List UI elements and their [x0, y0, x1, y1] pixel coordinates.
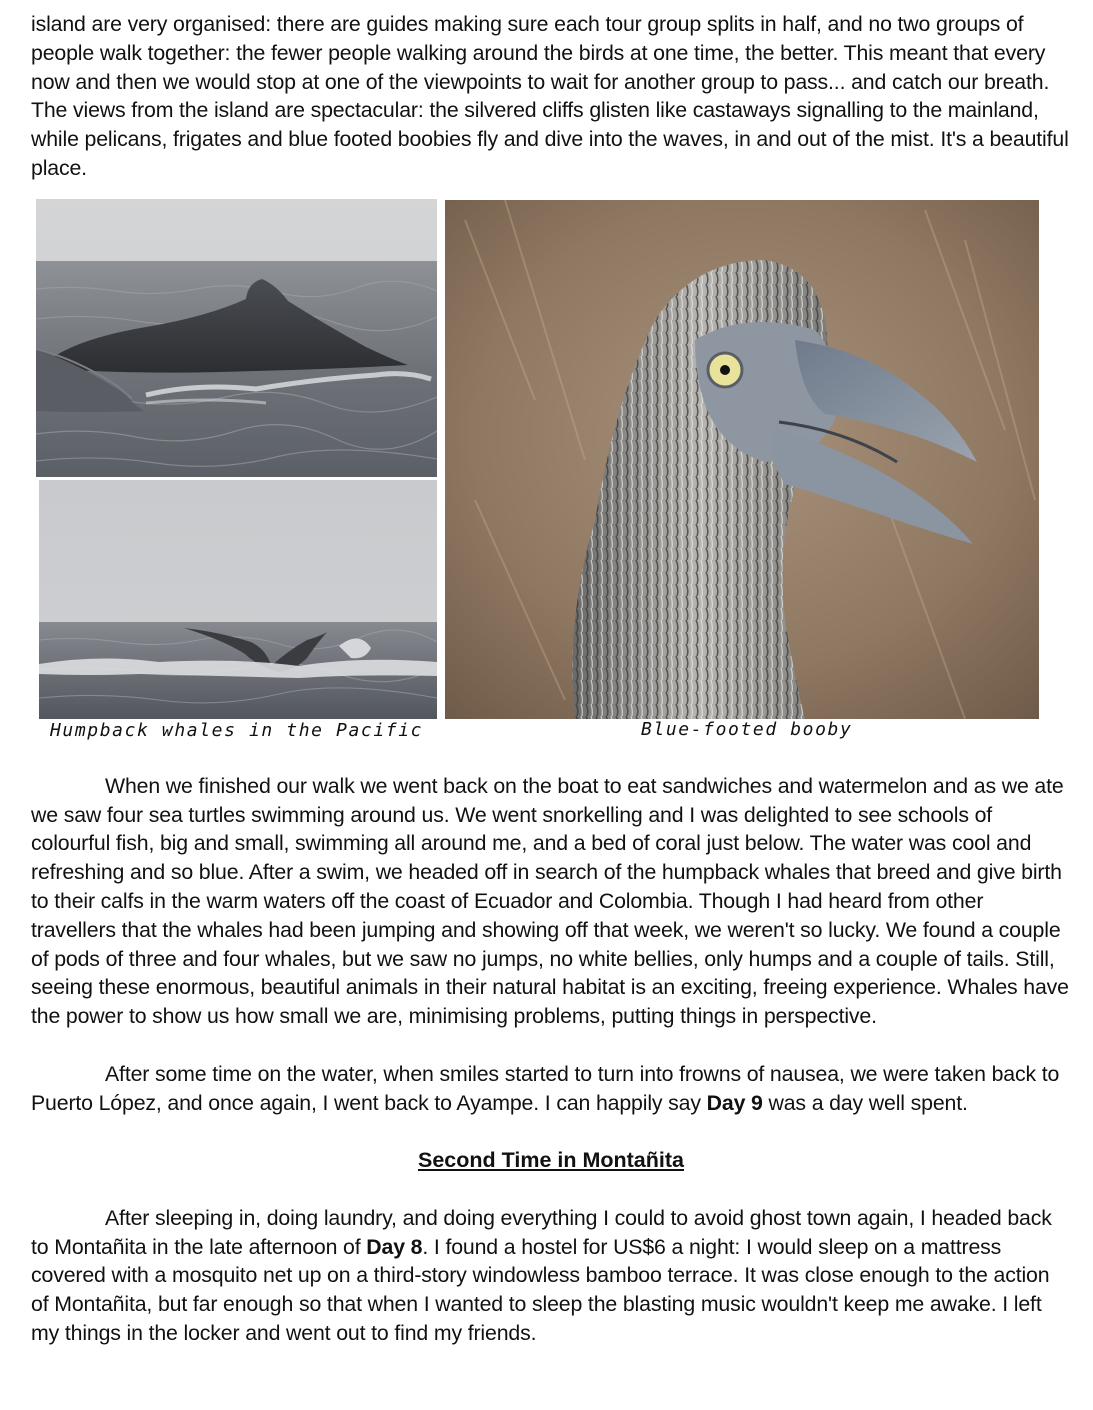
- return-text-after: was a day well spent.: [762, 1090, 968, 1115]
- booby-caption: Blue-footed booby: [641, 718, 853, 740]
- day-9-label: Day 9: [706, 1090, 763, 1115]
- whale-tail-photo: [39, 480, 437, 719]
- boat-paragraph: When we finished our walk we went back on the boat to eat sandwiches and watermelon and as we ate we saw four sea turtles swimming around us. We went snorkelling and I was delighted to see schools of colourful fish, big and small, swimming all around me, and a bed of coral just below. The water was cool and refreshing and so blue. After a swim, we headed off in search of the humpback whales that breed and give birth to their calfs in the warm waters off the coast of Ecuador and Colombia. Though I had heard from other travellers that the whales had been jumping and showing off that week, we weren't so lucky. We found a couple of pods of three and four whales, but we saw no jumps, no white bellies, only humps and a couple of tails. Still, seeing these enormous, beautiful animals in their natural habitat is an exciting, freeing experience. Whales have the power to show us how small we are, minimising problems, putting things in perspective.: [31, 773, 1069, 1029]
- return-paragraph: [31, 1060, 1071, 1118]
- document-page: [31, 10, 1071, 1348]
- intro-paragraph: island are very organised: there are guides making sure each tour group splits in half, and no two groups of people walk together: the fewer people walking around the birds at one time, the better. This meant that every now and then we would stop at one of the viewpoints to wait for another group to pass... and catch our breath. The views from the island are spectacular: the silvered cliffs glisten like castaways signalling to the mainland, while pelicans, frigates and blue footed boobies fly and dive into the waves, in and out of the mist. It's a beautiful place.: [31, 12, 1069, 180]
- whale-dorsal-photo: [36, 199, 437, 477]
- montanita-text-before: After sleeping in, doing laundry, and doing everything I could to avoid ghost town again, I headed back to Montañita in the late afternoon of: [31, 1205, 1052, 1259]
- whales-caption: Humpback whales in the Pacific: [50, 719, 424, 741]
- paragraph-spacer: [31, 1175, 1071, 1204]
- return-text-before: After some time on the water, when smiles started to turn into frowns of nausea, we were taken back to Puerto López, and once again, I went back to Ayampe. I can happily say: [31, 1061, 1060, 1115]
- day-8-label: Day 8: [366, 1234, 423, 1259]
- blue-footed-booby-photo: [445, 200, 1039, 719]
- montanita-paragraph: [31, 1204, 1071, 1348]
- paragraph-spacer: [31, 1117, 1071, 1146]
- paragraph-spacer: [31, 1031, 1071, 1060]
- section-heading: Second Time in Montañita: [418, 1148, 684, 1173]
- photo-figures: [31, 199, 1071, 759]
- montanita-text-after: . I found a hostel for US$6 a night: I would sleep on a mattress covered with a mosquito net up on a third-story windowless bamboo terrace. It was close enough to the action of Montañita, but far enough so that when I wanted to sleep the blasting music wouldn't keep me awake. I left my things in the locker and went out to find my friends.: [31, 1234, 1050, 1345]
